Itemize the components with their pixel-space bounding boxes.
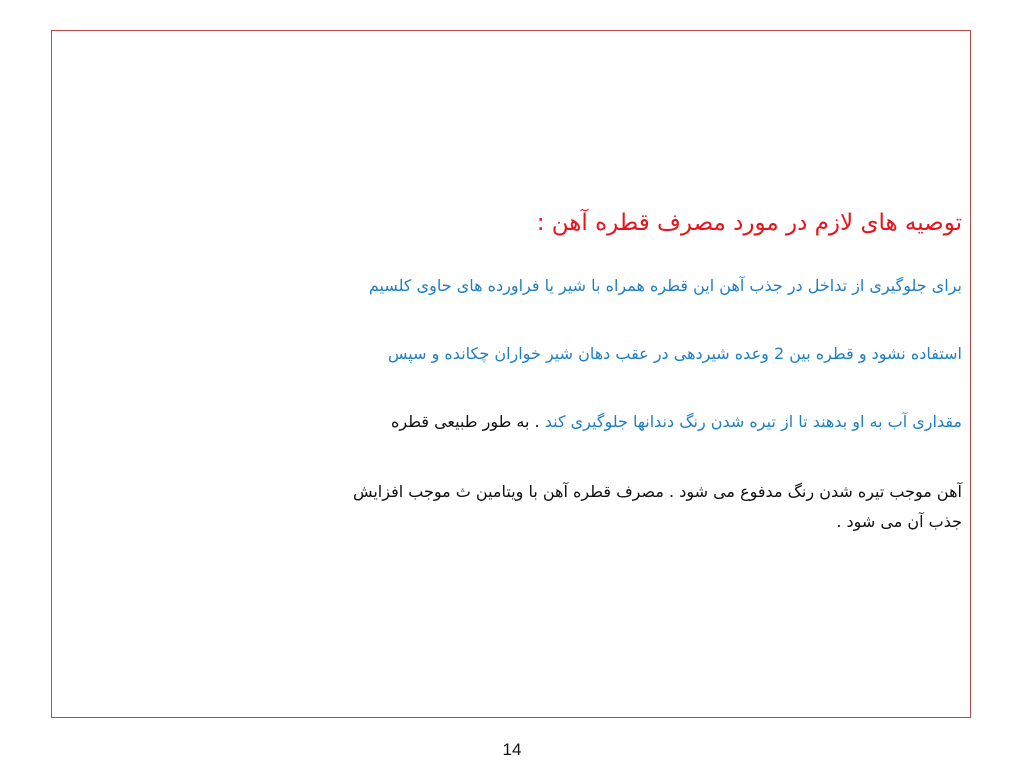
- slide-content: [242, 205, 962, 537]
- body-line-3: [242, 409, 962, 435]
- body-line-3-black: . به طور طبیعی قطره: [391, 412, 545, 431]
- body-line-3-blue: مقداری آب به او بدهند تا از تیره شدن رنگ دندانها جلوگیری کند: [544, 412, 962, 431]
- body-line-2: استفاده نشود و قطره بین 2 وعده شیردهی در عقب دهان شیر خواران چکانده و سپس: [387, 344, 962, 363]
- body-line-1: برای جلوگیری از تداخل در جذب آهن این قطره همراه با شیر یا فراورده های حاوی کلسیم: [368, 276, 962, 295]
- body-para-line-1: آهن موجب تیره شدن رنگ مدفوع می شود . مصرف قطره آهن با ویتامین ث موجب افزایش: [352, 482, 962, 501]
- body-para-line-2: جذب آن می شود .: [836, 512, 962, 531]
- page-number: 14: [502, 740, 522, 759]
- slide-title: توصیه های لازم در مورد مصرف قطره آهن :: [536, 210, 962, 236]
